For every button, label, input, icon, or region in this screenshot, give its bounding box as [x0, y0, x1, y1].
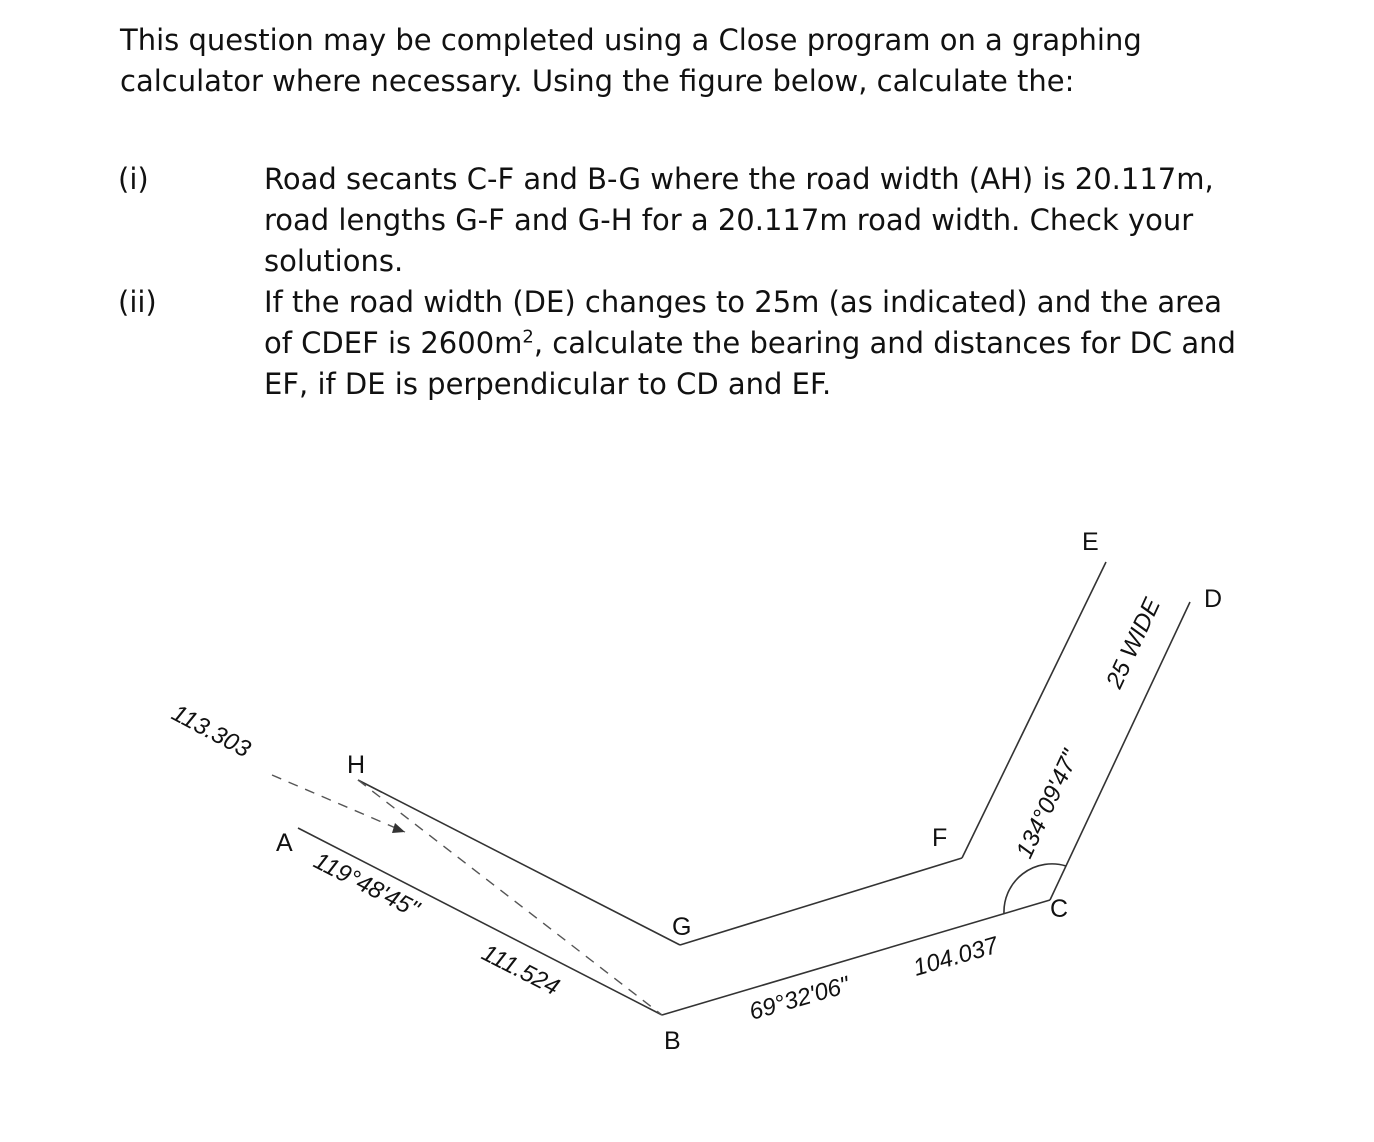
line-g-f — [680, 858, 962, 945]
item-ii-line-2-pre: of CDEF is 2600m — [264, 326, 523, 360]
dim-bc-bearing: 69°32'06" — [746, 971, 853, 1026]
dim-road-width: 25 WIDE — [1100, 594, 1167, 693]
item-i-line-3: solutions. — [264, 244, 404, 278]
item-ii-line-1: If the road width (DE) changes to 25m (as indicated) and the area — [264, 285, 1223, 319]
dim-bc-distance: 104.037 — [910, 931, 1002, 982]
point-label-f: F — [932, 824, 948, 852]
item-ii-line-3: EF, if DE is perpendicular to CD and EF. — [264, 367, 832, 401]
point-label-b: B — [664, 1027, 681, 1055]
dim-cd-bearing: 134°09'47" — [1010, 745, 1085, 863]
intro-line-1: This question may be completed using a Close program on a graphing — [120, 23, 1142, 57]
item-number-i: (i) — [118, 162, 149, 196]
point-label-h: H — [347, 751, 366, 779]
dim-ab-distance: 111.524 — [477, 939, 564, 1002]
item-ii-superscript: 2 — [522, 326, 534, 348]
point-label-g: G — [672, 913, 692, 941]
secant-arrowhead — [392, 823, 405, 833]
dim-secant-bearing: 113.303 — [167, 699, 255, 764]
secant-dashed-line — [272, 775, 405, 832]
point-label-a: A — [276, 829, 293, 857]
item-number-ii: (ii) — [118, 285, 157, 319]
point-label-c: C — [1050, 895, 1069, 923]
item-i-line-1: Road secants C-F and B-G where the road width (AH) is 20.117m, — [264, 162, 1214, 196]
intro-line-2: calculator where necessary. Using the figure below, calculate the: — [120, 64, 1075, 98]
item-i-line-2: road lengths G-F and G-H for a 20.117m road width. Check your — [264, 203, 1194, 237]
point-label-d: D — [1204, 585, 1223, 613]
point-label-e: E — [1082, 528, 1099, 556]
line-a-b — [298, 828, 662, 1015]
dim-ab-bearing: 119°48'45" — [309, 847, 424, 924]
item-ii-line-2-post: , calculate the bearing and distances for DC and — [533, 326, 1236, 360]
